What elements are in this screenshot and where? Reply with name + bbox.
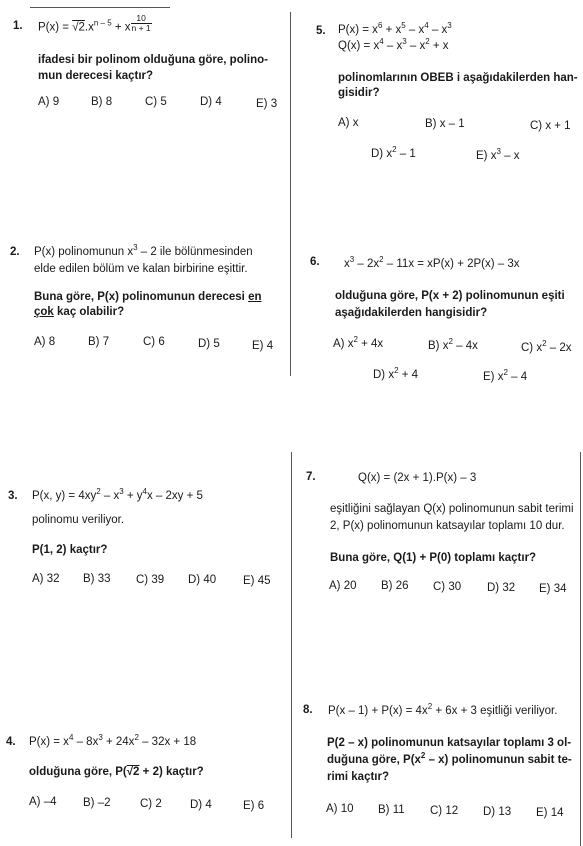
question-text-line: polinomlarının OBEB i aşağıdakilerden han- [338, 72, 578, 84]
question-expression: $P(x) = x^6 + x^5 - x^4 - x^3$ [338, 21, 452, 36]
question-text-line: mun derecesi kaçtır? [38, 70, 154, 82]
option-b[interactable]: B) $x^2 - 4x$ [428, 337, 478, 352]
option-e[interactable]: E) 14 [536, 807, 564, 819]
question-text-line: Buna göre, P(x) polinomunun derecesi en [34, 291, 262, 303]
option-e[interactable]: E) $x^2 - 4$ [483, 368, 528, 383]
option-b[interactable]: B) –2 [83, 797, 111, 809]
question-number: 4. [6, 736, 16, 748]
question-number: 7. [306, 471, 316, 483]
question-text-line: P(2 – x) polinomunun katsayılar toplamı 3 ol- [327, 737, 572, 749]
option-c[interactable]: C) $x^2 - 2x$ [521, 339, 572, 354]
option-e[interactable]: E) 3 [256, 98, 278, 110]
question-text-line: olduğuna göre, P(x + 2) polinomunun eşiti [335, 290, 565, 302]
question-text-line: ifadesi bir polinom olduğuna göre, polino- [38, 54, 268, 66]
option-d[interactable]: D) 32 [487, 582, 516, 594]
question-number: 8. [303, 704, 313, 716]
question-text-line: P(1, 2) kaçtır? [32, 544, 108, 556]
right-border [580, 452, 581, 846]
option-e[interactable]: E) 34 [539, 583, 567, 595]
exponent-fraction: 10 n + 1 [131, 13, 151, 33]
question-number: 1. [13, 20, 23, 32]
option-d[interactable]: D) $x^2 + 4$ [373, 366, 419, 381]
question-text-line: çok kaç olabilir? [34, 306, 125, 318]
question-expression: $P(x) = √2.x^{n - 5} + x$ $^{\frac{10}{n + 1}}$ [38, 13, 151, 34]
option-c[interactable]: C) 5 [145, 96, 167, 108]
option-a[interactable]: A) 20 [329, 580, 357, 592]
top-rule [30, 7, 170, 8]
option-c[interactable]: C) 39 [136, 574, 165, 586]
question-text-line: olduğuna göre, P(√2 + 2) kaçtır? [29, 766, 204, 778]
option-d[interactable]: D) $x^2 - 1$ [371, 145, 416, 160]
question-text-line: aşağıdakilerden hangisidir? [335, 307, 488, 319]
option-c[interactable]: C) x + 1 [530, 120, 571, 132]
option-c[interactable]: C) 2 [140, 798, 162, 810]
option-d[interactable]: D) 4 [190, 799, 212, 811]
question-text-line: Buna göre, Q(1) + P(0) toplamı kaçtır? [330, 552, 537, 564]
option-a[interactable]: A) 32 [32, 573, 60, 585]
option-c[interactable]: C) 30 [433, 581, 462, 593]
question-number: 3. [8, 490, 18, 502]
option-a[interactable]: A) 9 [38, 96, 60, 108]
option-e[interactable]: E) 45 [243, 575, 271, 587]
question-number: 5. [316, 25, 326, 37]
option-b[interactable]: B) x – 1 [425, 118, 465, 130]
question-text-line: duğuna göre, $P(x^2 - x)$ polinomunun sabit te- [327, 751, 572, 766]
question-text-line: gisidir? [338, 87, 380, 99]
question-text-line: polinomu veriliyor. [32, 514, 125, 526]
question-expression: $P(x) = x^4 - 8x^3 + 24x^2 - 32x + 18$ [29, 733, 197, 748]
option-d[interactable]: D) 40 [188, 574, 217, 586]
option-a[interactable]: A) 8 [34, 336, 56, 348]
option-b[interactable]: B) 26 [381, 580, 409, 592]
question-text-line: P(x) polinomunun $x^3 - 2$ ile bölünmesinden [34, 243, 253, 258]
option-b[interactable]: B) 7 [88, 336, 110, 348]
option-a[interactable]: A) –4 [29, 796, 57, 808]
option-d[interactable]: D) 4 [200, 96, 222, 108]
option-e[interactable]: E) 6 [243, 800, 265, 812]
option-a[interactable]: A) x [338, 117, 359, 129]
question-text-line: eşitliğini sağlayan Q(x) polinomunun sabit terimi [330, 503, 574, 515]
option-e[interactable]: E) $x^3$ – x [476, 147, 520, 162]
question-expression: P(x, $y) = 4xy^2 - x^3 + y^4x - 2xy + 5$ [32, 487, 203, 502]
question-text-line: 2, P(x) polinomunun katsayılar toplamı 10 dur. [330, 520, 565, 532]
question-expression: $P(x - 1) + P(x) = 4x^2 + 6x + 3$ eşitliği veriliyor. [328, 702, 558, 717]
option-e[interactable]: E) 4 [252, 340, 274, 352]
column-divider-lower [291, 452, 292, 838]
question-expression: $Q(x) = x^4 - x^3 - x^2 + x$ [338, 37, 449, 52]
option-b[interactable]: B) 11 [378, 804, 405, 816]
question-number: 6. [310, 256, 320, 268]
column-divider-upper [290, 12, 291, 376]
option-d[interactable]: D) 13 [483, 806, 512, 818]
question-expression: Q(x) = (2x + 1).P(x) – 3 [358, 472, 477, 484]
option-a[interactable]: A) $x^2 + 4x$ [333, 335, 384, 350]
option-c[interactable]: C) 6 [143, 336, 165, 348]
option-d[interactable]: D) 5 [198, 338, 220, 350]
option-a[interactable]: A) 10 [326, 803, 354, 815]
question-text-line: elde edilen bölüm ve kalan birbirine eşittir. [34, 263, 248, 275]
question-number: 2. [10, 246, 20, 258]
question-expression: $x^3 - 2x^2 - 11x = xP(x) + 2P(x) - 3x$ [344, 255, 520, 270]
question-text-line: rimi kaçtır? [327, 771, 389, 783]
option-c[interactable]: C) 12 [430, 805, 459, 817]
option-b[interactable]: B) 33 [83, 573, 111, 585]
option-b[interactable]: B) 8 [91, 96, 113, 108]
